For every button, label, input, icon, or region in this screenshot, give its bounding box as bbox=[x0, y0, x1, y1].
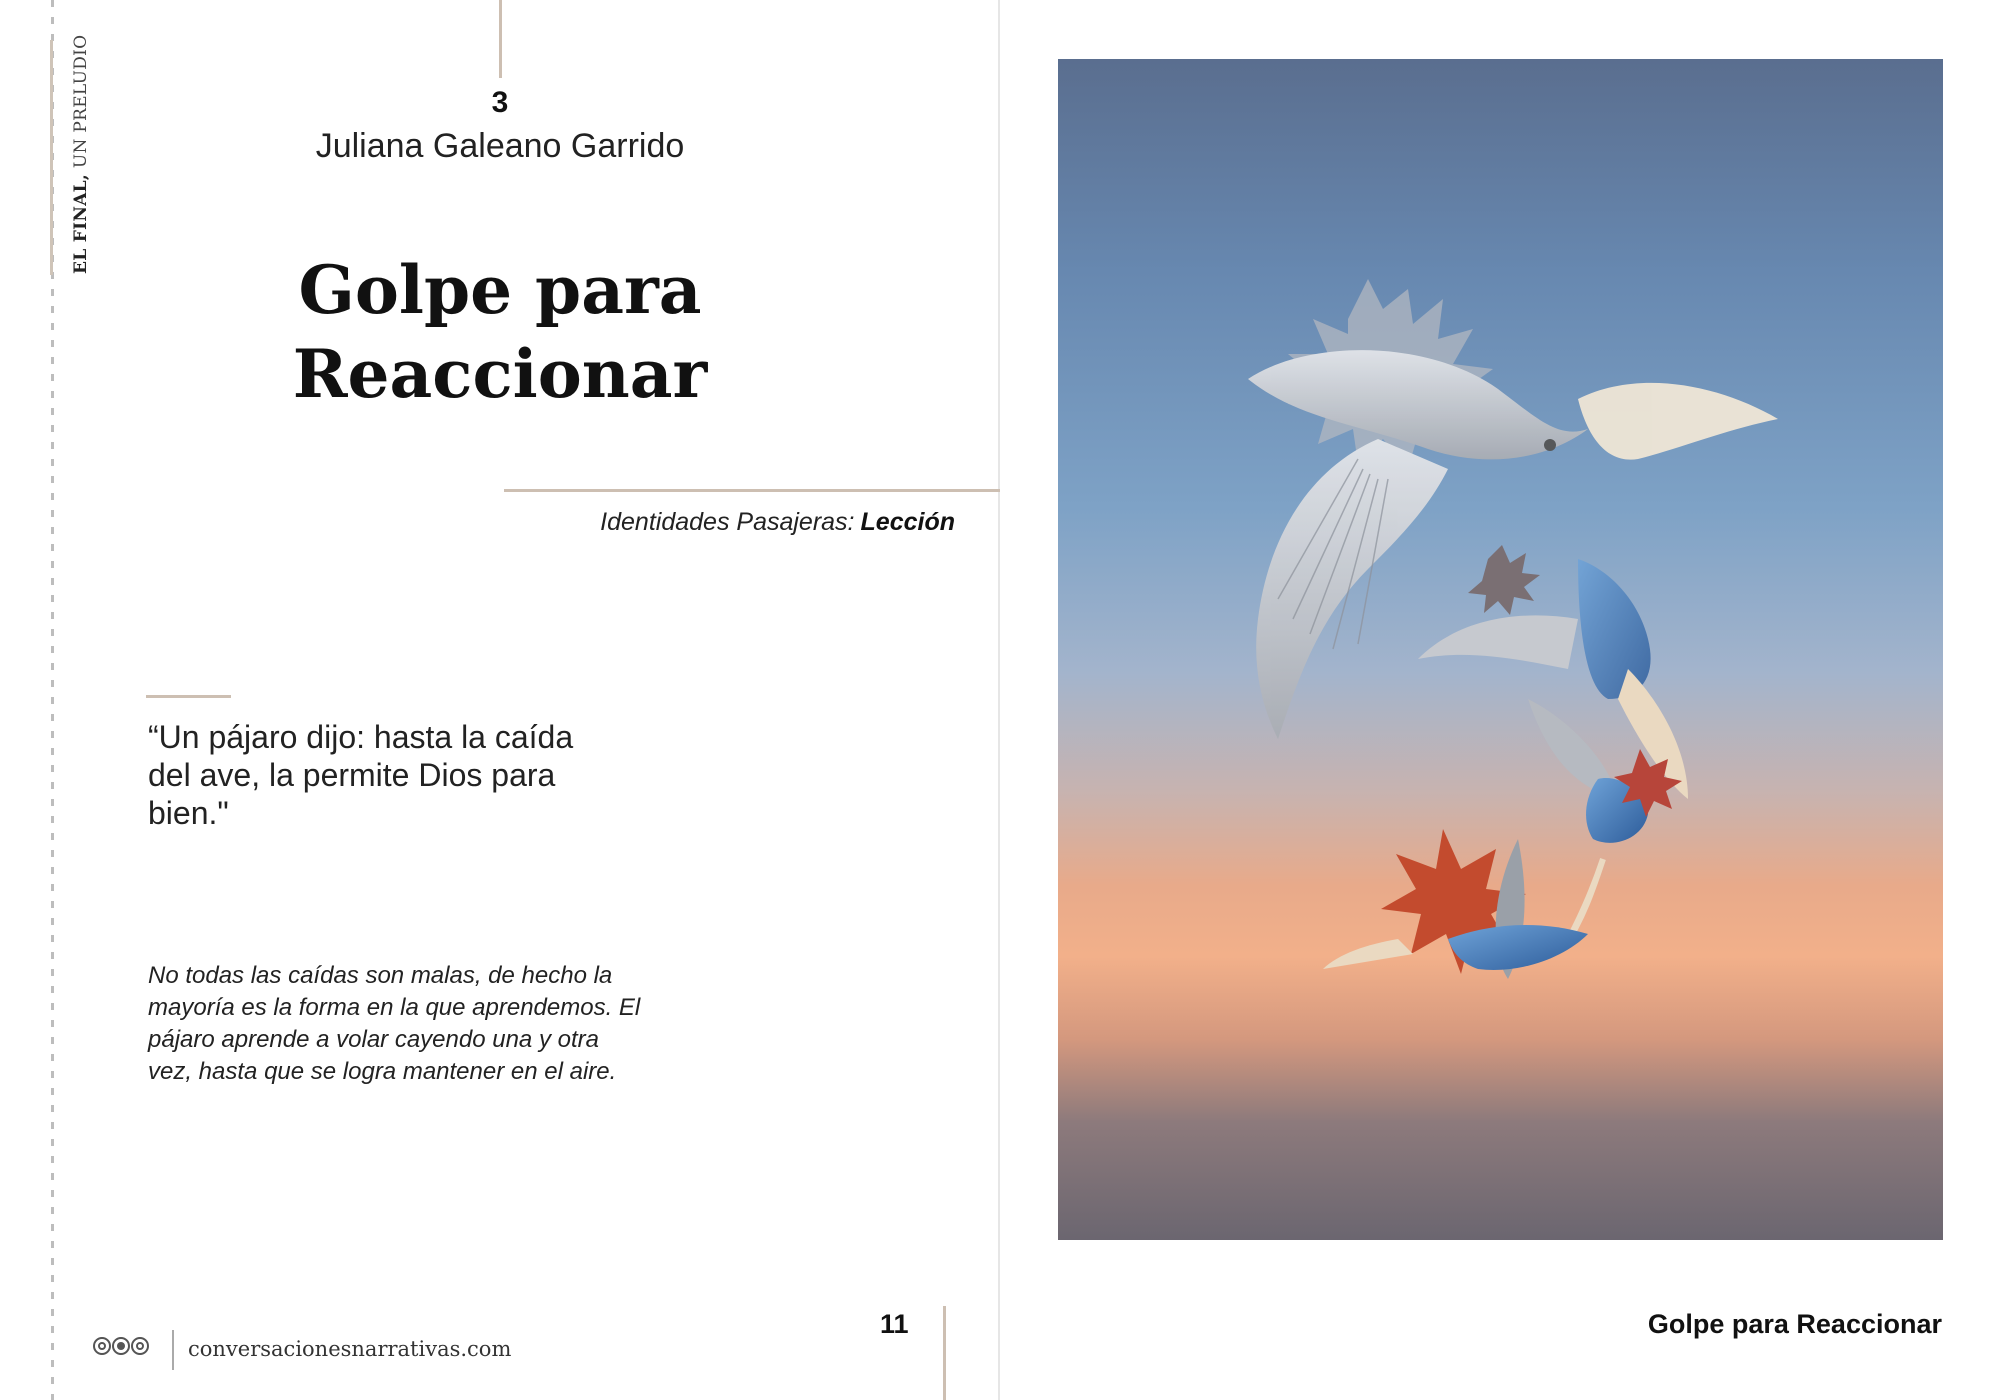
title-rule bbox=[504, 489, 1000, 492]
cc-license-icons bbox=[93, 1337, 149, 1355]
cc-by-icon bbox=[112, 1337, 130, 1355]
chapter-title-line-2: Reaccionar bbox=[292, 335, 708, 413]
chapter-author: Juliana Galeano Garrido bbox=[315, 127, 685, 165]
large-pale-bird bbox=[1248, 279, 1778, 739]
quote-rule bbox=[146, 695, 231, 698]
chapter-number: 3 bbox=[491, 86, 509, 119]
body-paragraph: No todas las caídas son malas, de hecho la mayoría es la forma en la que aprendemos. El pájaro aprende a volar cayendo una y otra vez, hasta que se logra mantener en el aire. bbox=[148, 962, 641, 1085]
cc-icon bbox=[93, 1337, 111, 1355]
page-number: 11 bbox=[880, 1309, 909, 1339]
pull-quote: “Un pájaro dijo: hasta la caída del ave, la permite Dios para bien." bbox=[148, 719, 574, 831]
right-page bbox=[1000, 0, 2000, 1400]
birds-illustration bbox=[1058, 59, 1943, 1240]
running-head-light: UN PRELUDIO bbox=[71, 34, 91, 174]
subtitle-lesson: Lección bbox=[860, 508, 955, 536]
birds-artwork bbox=[1058, 59, 1943, 1240]
running-head-bold: EL FINAL, bbox=[71, 173, 91, 274]
footer-url: conversacionesnarrativas.com bbox=[188, 1337, 512, 1361]
fourth-bird bbox=[1323, 829, 1588, 979]
top-tick-rule bbox=[499, 0, 502, 78]
cc-nd-icon bbox=[131, 1337, 149, 1355]
chapter-title-line-1: Golpe para bbox=[298, 251, 702, 329]
footer-divider bbox=[172, 1330, 174, 1370]
subtitle-series: Identidades Pasajeras: bbox=[600, 508, 855, 536]
second-bird bbox=[1418, 545, 1688, 799]
running-foot-title: Golpe para Reaccionar bbox=[1647, 1309, 1942, 1339]
chapter-title bbox=[0, 248, 1000, 416]
footer-tick-rule bbox=[943, 1306, 946, 1400]
subtitle bbox=[600, 508, 955, 537]
